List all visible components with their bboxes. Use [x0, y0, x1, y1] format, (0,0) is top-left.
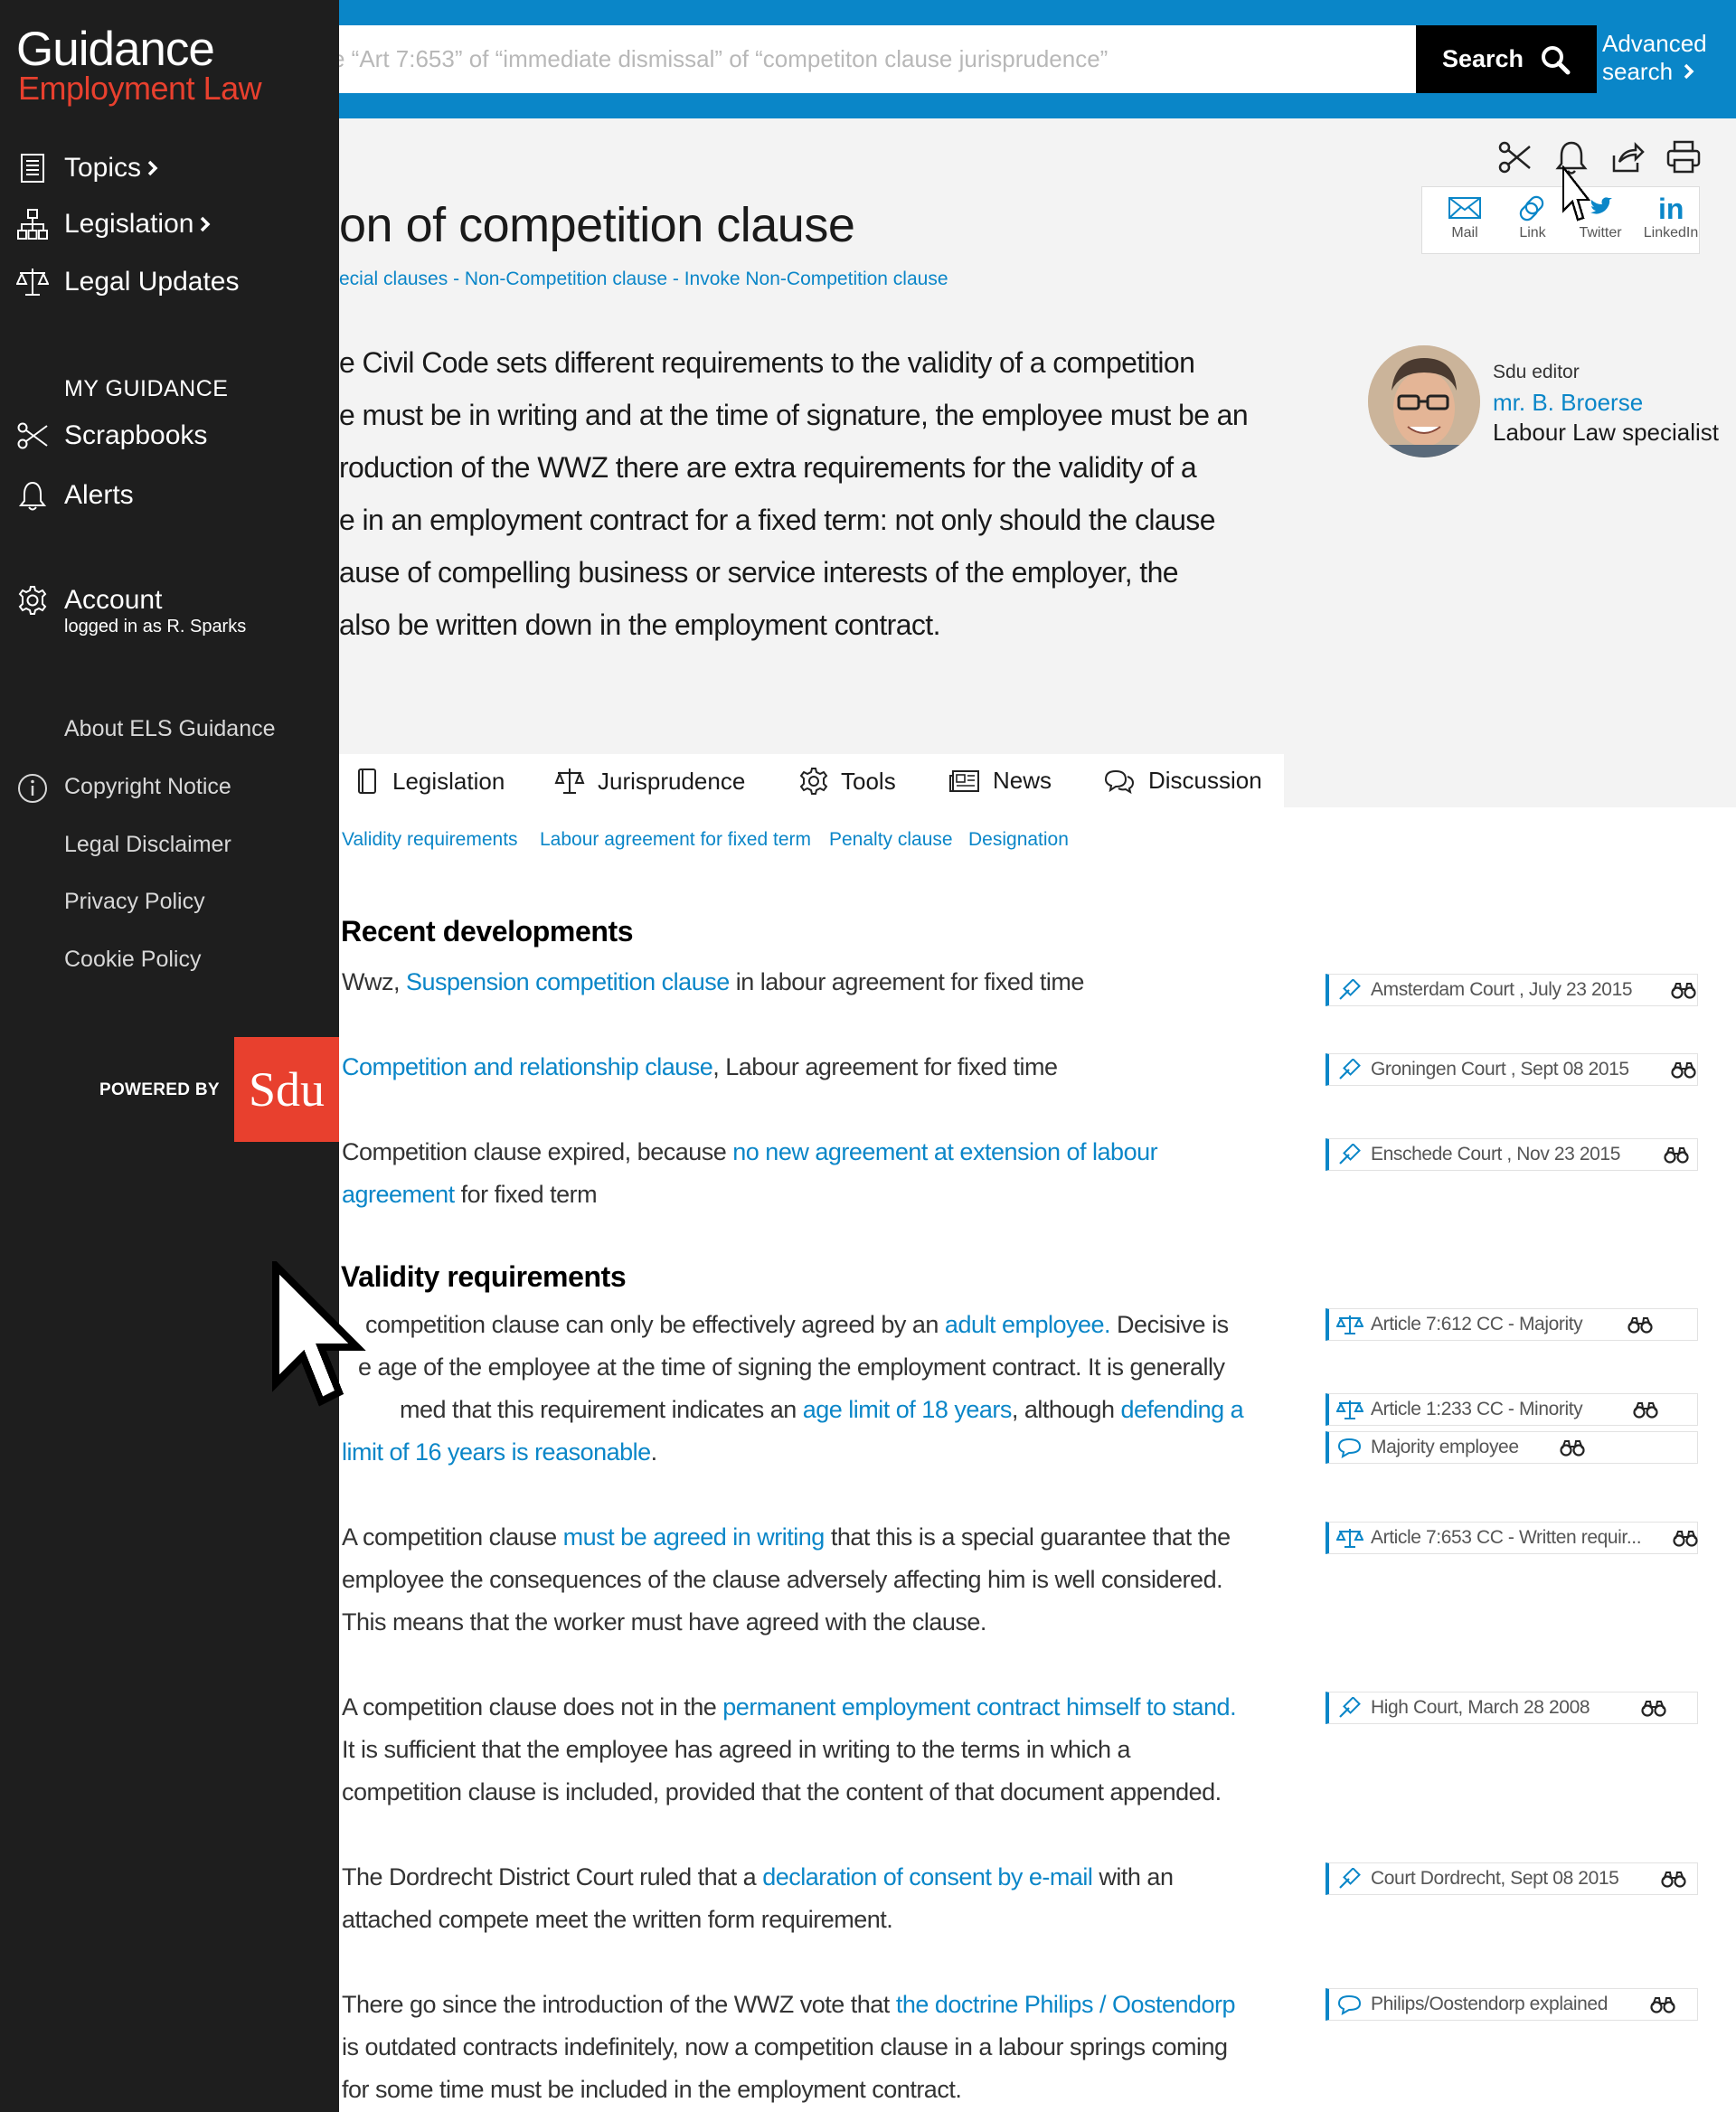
text: employee the consequences of the clause adversely affecting him is well considered.: [342, 1566, 1223, 1593]
brand-subtitle: Employment Law: [18, 70, 262, 107]
reference-label: High Court, March 28 2008: [1371, 1697, 1590, 1718]
tab-tools[interactable]: [799, 767, 896, 796]
text: for some time must be included in the employment contract.: [342, 2076, 962, 2103]
text-link[interactable]: permanent employment contract himself to stand.: [722, 1693, 1237, 1721]
share-linkedin-label: LinkedIn: [1643, 225, 1699, 240]
recent-item: [342, 1046, 1057, 1089]
chat-icon: [1336, 1994, 1363, 2015]
intro-line: e must be in writing and at the time of signature, the employee must be an: [339, 399, 1249, 431]
text-link[interactable]: Suspension competition clause: [406, 968, 730, 995]
validity-paragraph: [342, 1856, 1173, 1941]
tab-label: News: [993, 767, 1052, 794]
chevron-right-icon: [1683, 63, 1695, 80]
share-twitter-label: Twitter: [1579, 225, 1622, 240]
section-heading-validity: Validity requirements: [341, 1260, 627, 1293]
tab-legislation[interactable]: [356, 767, 505, 796]
reference-item[interactable]: [1326, 1431, 1698, 1464]
scales-icon: [1336, 1527, 1363, 1549]
reference-label: Enschede Court , Nov 23 2015: [1371, 1144, 1620, 1164]
editor-avatar[interactable]: [1368, 345, 1480, 457]
tab-label: Jurisprudence: [598, 767, 746, 795]
search-button[interactable]: [1416, 25, 1597, 93]
text-link[interactable]: Competition and relationship clause: [342, 1053, 713, 1080]
gear-icon: [16, 584, 49, 617]
text-link[interactable]: declaration of consent by e-mail: [762, 1863, 1093, 1890]
gavel-icon: [1336, 1697, 1363, 1719]
sidebar-item-scrapbooks[interactable]: [16, 420, 207, 452]
footer-link-copyright[interactable]: Copyright Notice: [64, 774, 231, 799]
print-icon[interactable]: [1664, 137, 1703, 177]
footer-link-privacy[interactable]: Privacy Policy: [64, 889, 205, 914]
reference-label: Article 7:612 CC - Majority: [1371, 1314, 1583, 1334]
text-link[interactable]: adult employee.: [944, 1311, 1111, 1338]
subtab-fixed-term[interactable]: Labour agreement for fixed term: [540, 829, 811, 850]
gavel-icon: [1336, 1868, 1363, 1890]
reference-label: Majority employee: [1371, 1437, 1519, 1457]
text-link[interactable]: agreement: [342, 1181, 455, 1208]
intro-line: ause of compelling business or service interests of the employer, the: [339, 556, 1178, 589]
breadcrumb-item[interactable]: ecial clauses: [339, 269, 448, 289]
validity-paragraph: [342, 1984, 1235, 2111]
reference-label: Amsterdam Court , July 23 2015: [1371, 979, 1633, 1000]
link-icon: [1515, 194, 1550, 222]
advanced-search-line1: Advanced: [1602, 30, 1707, 57]
reference-item[interactable]: [1326, 1862, 1698, 1895]
reference-item[interactable]: [1326, 1138, 1698, 1171]
text: , Labour agreement for fixed time: [712, 1053, 1058, 1080]
scales-icon: [1336, 1314, 1363, 1335]
page-title: on of competition clause: [339, 198, 855, 252]
share-mail-label: Mail: [1451, 225, 1478, 240]
binoculars-icon[interactable]: [1661, 1870, 1686, 1888]
text: Wwz,: [342, 968, 406, 995]
breadcrumb-item[interactable]: Non-Competition clause: [464, 269, 668, 289]
tab-label: Discussion: [1148, 767, 1262, 794]
text: , although: [1011, 1396, 1121, 1423]
hierarchy-icon: [16, 208, 49, 240]
reference-label: Court Dordrecht, Sept 08 2015: [1371, 1868, 1619, 1889]
share-mail[interactable]: [1433, 194, 1496, 241]
binoculars-icon[interactable]: [1671, 981, 1696, 999]
reference-item[interactable]: [1326, 1692, 1698, 1724]
section-heading-recent: Recent developments: [341, 915, 634, 948]
intro-text: [339, 336, 1252, 651]
share-panel: [1421, 186, 1700, 254]
binoculars-icon[interactable]: [1628, 1315, 1653, 1334]
gear-icon: [799, 767, 828, 796]
search-icon: [1540, 44, 1571, 75]
search-button-label: Search: [1441, 45, 1524, 72]
reference-label: Article 7:653 CC - Written requir...: [1371, 1527, 1642, 1548]
reference-item[interactable]: [1326, 1988, 1698, 2021]
share-link-label: Link: [1519, 225, 1546, 240]
footer-link-cookie[interactable]: Cookie Policy: [64, 947, 202, 972]
advanced-search-link[interactable]: [1602, 30, 1707, 86]
text: in labour agreement for fixed time: [729, 968, 1084, 995]
chevron-right-icon: [146, 159, 159, 177]
svg-text:in: in: [1658, 194, 1684, 222]
text: The Dordrecht District Court ruled that a: [342, 1863, 763, 1890]
binoculars-icon[interactable]: [1671, 1061, 1696, 1079]
text: that this is a special guarantee that the: [824, 1523, 1231, 1551]
intro-line: roduction of the WWZ there are extra requirements for the validity of a: [339, 451, 1197, 484]
search-box[interactable]: [339, 25, 1416, 93]
sidebar-item-account[interactable]: [16, 584, 162, 617]
text: competition clause can only be effectively agreed by an: [365, 1311, 945, 1338]
text: Competition clause expired, because: [342, 1138, 733, 1165]
share-linkedin[interactable]: [1639, 194, 1703, 241]
intro-line: e Civil Code sets different requirements to the validity of a competition: [339, 346, 1195, 379]
validity-paragraph: [342, 1516, 1231, 1644]
search-input[interactable]: [339, 25, 1416, 93]
binoculars-icon[interactable]: [1641, 1699, 1666, 1717]
share-icon[interactable]: [1607, 137, 1646, 177]
subtab-designation[interactable]: Designation: [968, 829, 1069, 850]
breadcrumb-separator: -: [667, 269, 684, 289]
sdu-logo-text: Sdu: [248, 1062, 326, 1117]
text-link[interactable]: the doctrine Philips / Oostendorp: [895, 1991, 1236, 2018]
footer-link-disclaimer[interactable]: Legal Disclaimer: [64, 832, 231, 857]
avatar-photo: [1368, 345, 1480, 457]
validity-paragraph: [342, 1304, 1244, 1474]
breadcrumb-separator: -: [448, 269, 465, 289]
text: with an: [1092, 1863, 1174, 1890]
scissors-icon[interactable]: [1495, 137, 1535, 177]
text-link[interactable]: age limit of 18 years: [802, 1396, 1012, 1423]
linkedin-icon: [1654, 194, 1688, 222]
mail-icon: [1448, 194, 1482, 222]
brand-title: Guidance: [16, 23, 214, 76]
share-link[interactable]: [1501, 194, 1564, 241]
text: A competition clause does not in the: [342, 1693, 723, 1721]
binoculars-icon[interactable]: [1633, 1400, 1658, 1419]
text: A competition clause: [342, 1523, 563, 1551]
reference-item[interactable]: [1326, 1393, 1698, 1426]
scissors-icon: [16, 420, 49, 452]
sdu-logo: [234, 1037, 339, 1142]
text-link[interactable]: must be agreed in writing: [562, 1523, 825, 1551]
breadcrumb: [339, 269, 948, 290]
tab-discussion[interactable]: [1103, 767, 1262, 795]
pointer-cursor-icon: [271, 1261, 416, 1442]
binoculars-icon[interactable]: [1560, 1438, 1585, 1457]
newspaper-icon: [949, 768, 980, 794]
reference-item[interactable]: [1326, 1522, 1698, 1554]
advanced-search-line2: search: [1602, 58, 1674, 85]
tab-jurisprudence[interactable]: [554, 767, 745, 796]
binoculars-icon[interactable]: [1664, 1146, 1689, 1164]
intro-line: also be written down in the employment contract.: [339, 608, 940, 641]
text-link[interactable]: no new agreement at extension of labour: [732, 1138, 1158, 1165]
sidebar-item-legal-updates[interactable]: [16, 266, 239, 298]
reference-item[interactable]: [1326, 1308, 1698, 1341]
intro-line: e in an employment contract for a fixed term: not only should the clause: [339, 504, 1215, 536]
editor-role: Sdu editor: [1493, 362, 1580, 382]
text: attached compete meet the written form requirement.: [342, 1906, 893, 1933]
reference-label: Philips/Oostendorp explained: [1371, 1994, 1608, 2014]
text: e age of the employee at the time of signing the employment contract. It is generally: [358, 1353, 1225, 1381]
subtab-penalty[interactable]: Penalty clause: [829, 829, 953, 850]
reference-item[interactable]: [1326, 974, 1698, 1006]
tab-news[interactable]: [949, 767, 1052, 795]
validity-paragraph: [342, 1686, 1236, 1814]
text: competition clause is included, provided that the content of that document appended.: [342, 1778, 1222, 1806]
scales-icon: [554, 767, 585, 796]
chat-icon: [1336, 1437, 1363, 1458]
document-icon: [16, 152, 49, 184]
sidebar-item-label: Alerts: [64, 480, 134, 510]
text-link[interactable]: limit of 16 years is reasonable: [342, 1438, 651, 1466]
text: for fixed term: [454, 1181, 598, 1208]
powered-by-label: POWERED BY: [99, 1080, 220, 1099]
editor-name-link[interactable]: mr. B. Broerse: [1493, 389, 1644, 416]
text: Decisive is: [1110, 1311, 1229, 1338]
gavel-icon: [1336, 979, 1363, 1001]
tab-label: Legislation: [392, 767, 505, 795]
text: .: [650, 1438, 657, 1466]
sidebar-item-legislation[interactable]: [16, 208, 212, 240]
sidebar-item-label: Legal Updates: [64, 267, 240, 297]
sidebar-nav: [0, 0, 339, 2112]
sidebar-item-label: Legislation: [64, 209, 194, 239]
chevron-right-icon: [199, 215, 212, 233]
book-icon: [356, 767, 380, 796]
info-icon: [17, 773, 48, 804]
sidebar-item-topics[interactable]: [16, 152, 159, 184]
footer-link-about[interactable]: About ELS Guidance: [64, 716, 276, 741]
scales-icon: [16, 266, 49, 298]
bell-icon: [16, 479, 49, 512]
breadcrumb-item[interactable]: Invoke Non-Competition clause: [684, 269, 948, 289]
scales-icon: [1336, 1399, 1363, 1420]
gavel-icon: [1336, 1144, 1363, 1165]
editor-title: Labour Law specialist: [1493, 419, 1720, 446]
text: med that this requirement indicates an: [400, 1396, 803, 1423]
gavel-icon: [1336, 1059, 1363, 1080]
chat-icon: [1103, 768, 1136, 795]
reference-label: Groningen Court , Sept 08 2015: [1371, 1059, 1629, 1080]
sidebar-item-label: Account: [64, 585, 163, 615]
reference-item[interactable]: [1326, 1053, 1698, 1086]
binoculars-icon[interactable]: [1673, 1529, 1698, 1547]
text: There go since the introduction of the WWZ vote that: [342, 1991, 896, 2018]
tab-bar: [339, 754, 1284, 808]
sidebar-item-alerts[interactable]: [16, 479, 134, 512]
pointer-cursor-icon: [1561, 165, 1594, 238]
text: This means that the worker must have agreed with the clause.: [342, 1608, 986, 1636]
account-status: logged in as R. Sparks: [64, 617, 247, 636]
text: It is sufficient that the employee has agreed in writing to the terms in which a: [342, 1736, 1130, 1763]
text-link[interactable]: defending a: [1120, 1396, 1244, 1423]
tab-label: Tools: [841, 767, 896, 795]
sidebar-item-label: Topics: [64, 153, 142, 183]
recent-item: [342, 961, 1084, 1004]
binoculars-icon[interactable]: [1650, 1995, 1675, 2013]
sidebar-item-label: Scrapbooks: [64, 420, 208, 450]
recent-item: [342, 1131, 1157, 1216]
subtab-validity[interactable]: Validity requirements: [342, 829, 518, 850]
reference-label: Article 1:233 CC - Minority: [1371, 1399, 1583, 1419]
my-guidance-heading: MY GUIDANCE: [64, 376, 229, 401]
text: is outdated contracts indefinitely, now a competition clause in a labour springs coming: [342, 2033, 1228, 2060]
